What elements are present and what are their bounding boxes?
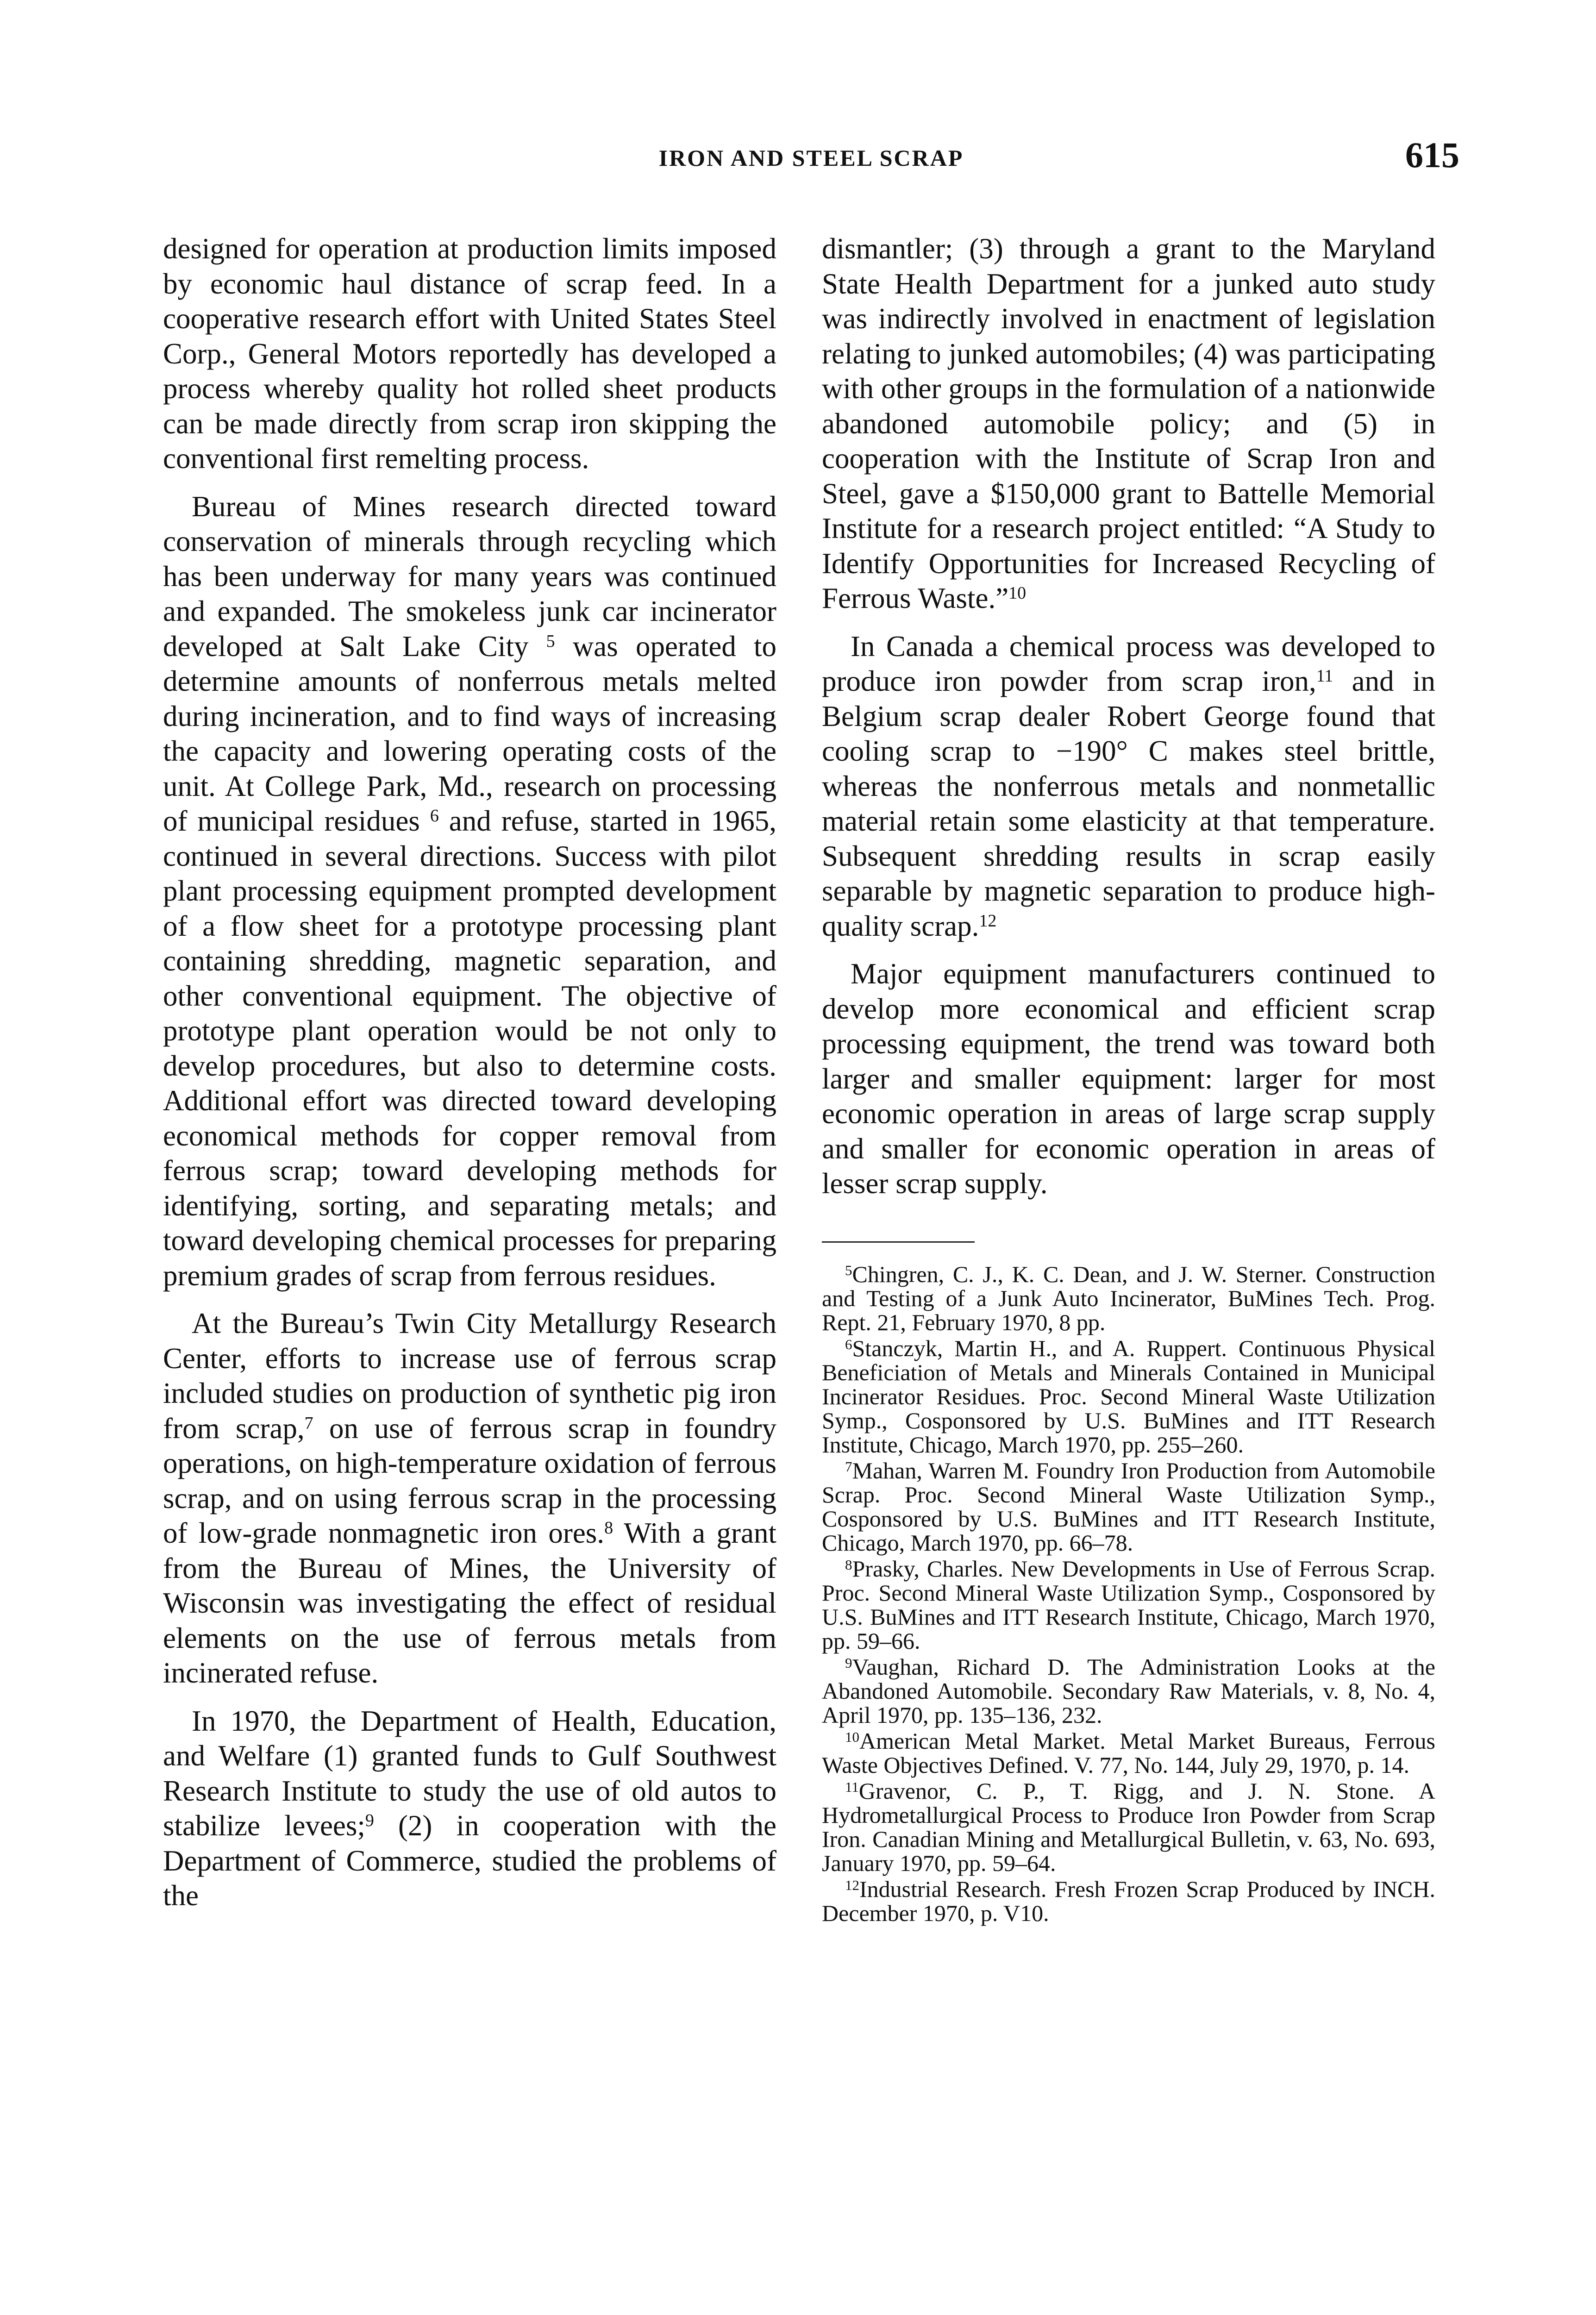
paragraph-text: Major equipment manufacturers continued to develop more economical and efficient scrap processing equipment, the trend was toward both larger and smaller equipment: larger for most economic operation in areas of large scrap supply and smaller for economic operation in areas of lesser scrap supply. bbox=[822, 957, 1435, 1200]
right-column bbox=[822, 232, 1435, 1927]
footnote-number: 6 bbox=[845, 1336, 852, 1352]
footnote bbox=[822, 1458, 1435, 1555]
paragraph-text: With a grant from the Bureau of Mines, the University of Wisconsin was investigating the effect of residual elements on the use of ferrous metals from incinerated refuse. bbox=[163, 1517, 776, 1689]
footnote-text: Prasky, Charles. New Developments in Use of Ferrous Scrap. Proc. Second Mineral Waste Utilization Symp., Cosponsored by U.S. BuMines and ITT Research Institute, Chicago, March 1970, pp. 59–66. bbox=[822, 1555, 1435, 1654]
paragraph-text: (2) in cooperation with the Department of Commerce, studied the problems of the bbox=[163, 1809, 776, 1912]
footnote bbox=[822, 1655, 1435, 1727]
paragraph-text: Bureau of Mines research directed toward conservation of minerals through recycling which has been underway for many years was continued and expanded. The smokeless junk car incinerator developed at Salt Lake City bbox=[163, 490, 776, 663]
paragraph bbox=[163, 1704, 776, 1914]
footnote-number: 10 bbox=[845, 1728, 859, 1745]
footnote-number: 11 bbox=[845, 1778, 859, 1795]
paragraph-text: At the Bureau’s Twin City Metallurgy Research Center, efforts to increase use of ferrous scrap included studies on production of synthetic pig iron from scrap, bbox=[163, 1307, 776, 1445]
footnote-rule bbox=[822, 1241, 975, 1243]
footnote-number: 12 bbox=[845, 1877, 859, 1893]
footnotes bbox=[822, 1262, 1435, 1925]
footnote-number: 8 bbox=[845, 1556, 852, 1573]
footnote-text: Gravenor, C. P., T. Rigg, and J. N. Stone. A Hydrometallurgical Process to Produce Iron Powder from Scrap Iron. Canadian Mining and Metallurgical Bulletin, v. 63, No. 693, January 1970, pp. 59–64. bbox=[822, 1777, 1435, 1876]
footnote bbox=[822, 1262, 1435, 1334]
paragraph bbox=[822, 957, 1435, 1201]
paragraph-text: and in Belgium scrap dealer Robert George found that cooling scrap to −190° C makes steel brittle, whereas the nonferrous metals and nonmetallic material retain some elasticity at that temperature. Subsequent shredding results in scrap easily separable by magnetic separation to produce high-quality scrap. bbox=[822, 665, 1435, 942]
paragraph-text: dismantler; (3) through a grant to the Maryland State Health Department for a junked auto study was indirectly involved in enactment of legislation relating to junked automobiles; (4) was participating with other groups in the formulation of a nationwide abandoned automobile policy; and (5) in cooperation with the Institute of Scrap Iron and Steel, gave a $150,000 grant to Battelle Memorial Institute for a research project entitled: “A Study to Identify Opportunities for Increased Recycling of Ferrous Waste.” bbox=[822, 232, 1435, 614]
page-number: 615 bbox=[1405, 135, 1459, 175]
paragraph bbox=[822, 629, 1435, 944]
footnote bbox=[822, 1336, 1435, 1457]
footnote-ref: 12 bbox=[979, 911, 997, 931]
footnote-text: Mahan, Warren M. Foundry Iron Production from Automobile Scrap. Proc. Second Mineral Waste Utilization Symp., Cosponsored by U.S. BuMines and ITT Research Institute, Chicago, March 1970, pp. 66–78. bbox=[822, 1457, 1435, 1556]
footnote-ref: 9 bbox=[365, 1811, 374, 1830]
paragraph-text: In Canada a chemical process was developed to produce iron powder from scrap iron, bbox=[822, 630, 1435, 697]
footnote bbox=[822, 1877, 1435, 1925]
running-head: IRON AND STEEL SCRAP bbox=[658, 145, 964, 171]
paragraph bbox=[163, 232, 776, 476]
footnote-text: Vaughan, Richard D. The Administration Looks at the Abandoned Automobile. Secondary Raw Materials, v. 8, No. 4, April 1970, pp. 135–136, 232. bbox=[822, 1653, 1435, 1728]
footnote-number: 5 bbox=[845, 1262, 852, 1278]
paragraph bbox=[163, 489, 776, 1294]
footnote-ref: 10 bbox=[1008, 583, 1026, 603]
page-header bbox=[163, 134, 1459, 185]
paragraph-text: and refuse, started in 1965, continued in several directions. Success with pilot plant processing equipment prompted development of a flow sheet for a prototype processing plant containing shredding, magnetic separation, and other conventional equipment. The objective of prototype plant operation would be not only to develop procedures, but also to determine costs. Additional effort was directed toward developing economical methods for copper removal from ferrous scrap; toward developing methods for identifying, sorting, and separating metals; and toward developing chemical processes for preparing premium grades of scrap from ferrous residues. bbox=[163, 805, 777, 1292]
footnote-ref: 7 bbox=[304, 1413, 313, 1433]
footnote-ref: 8 bbox=[604, 1518, 613, 1538]
paragraph-text: designed for operation at production limits imposed by economic haul distance of scrap feed. In a cooperative research effort with United States Steel Corp., General Motors reportedly has developed a process whereby quality hot rolled sheet products can be made directly from scrap iron skipping the conventional first remelting process. bbox=[163, 232, 776, 475]
footnote bbox=[822, 1729, 1435, 1777]
footnote-text: Stanczyk, Martin H., and A. Ruppert. Continuous Physical Beneficiation of Metals and Minerals Contained in Municipal Incinerator Residues. Proc. Second Mineral Waste Utilization Symp., Cosponsored by U.S. BuMines and ITT Research Institute, Chicago, March 1970, pp. 255–260. bbox=[822, 1335, 1435, 1458]
footnote bbox=[822, 1557, 1435, 1653]
paragraph bbox=[822, 232, 1435, 616]
left-column bbox=[163, 232, 776, 1927]
footnote-ref: 6 bbox=[430, 806, 439, 826]
footnote-text: Industrial Research. Fresh Frozen Scrap Produced by INCH. December 1970, p. V10. bbox=[822, 1876, 1435, 1926]
footnote-number: 9 bbox=[845, 1654, 852, 1671]
paragraph bbox=[163, 1306, 776, 1691]
footnote-ref: 5 bbox=[546, 631, 555, 651]
footnote-text: American Metal Market. Metal Market Bureaus, Ferrous Waste Objectives Defined. V. 77, No. 144, July 29, 1970, p. 14. bbox=[822, 1727, 1435, 1778]
paragraph-text: was operated to determine amounts of nonferrous metals melted during incineration, and to find ways of increasing the capacity and lowering operating costs of the unit. At College Park, Md., research on processing of municipal residues bbox=[163, 630, 776, 837]
footnote-ref: 11 bbox=[1316, 666, 1333, 686]
footnote-text: Chingren, C. J., K. C. Dean, and J. W. Sterner. Construction and Testing of a Junk Auto Incinerator, BuMines Tech. Prog. Rept. 21, February 1970, 8 pp. bbox=[822, 1261, 1435, 1335]
paragraph-text: In 1970, the Department of Health, Education, and Welfare (1) granted funds to Gulf Southwest Research Institute to study the use of old autos to stabilize levees; bbox=[163, 1704, 776, 1842]
footnote bbox=[822, 1779, 1435, 1875]
footnote-number: 7 bbox=[845, 1458, 852, 1475]
paragraph-text: on use of ferrous scrap in foundry operations, on high-temperature oxidation of ferrous scrap, and on using ferrous scrap in the processing of low-grade nonmagnetic iron ores. bbox=[163, 1412, 777, 1549]
